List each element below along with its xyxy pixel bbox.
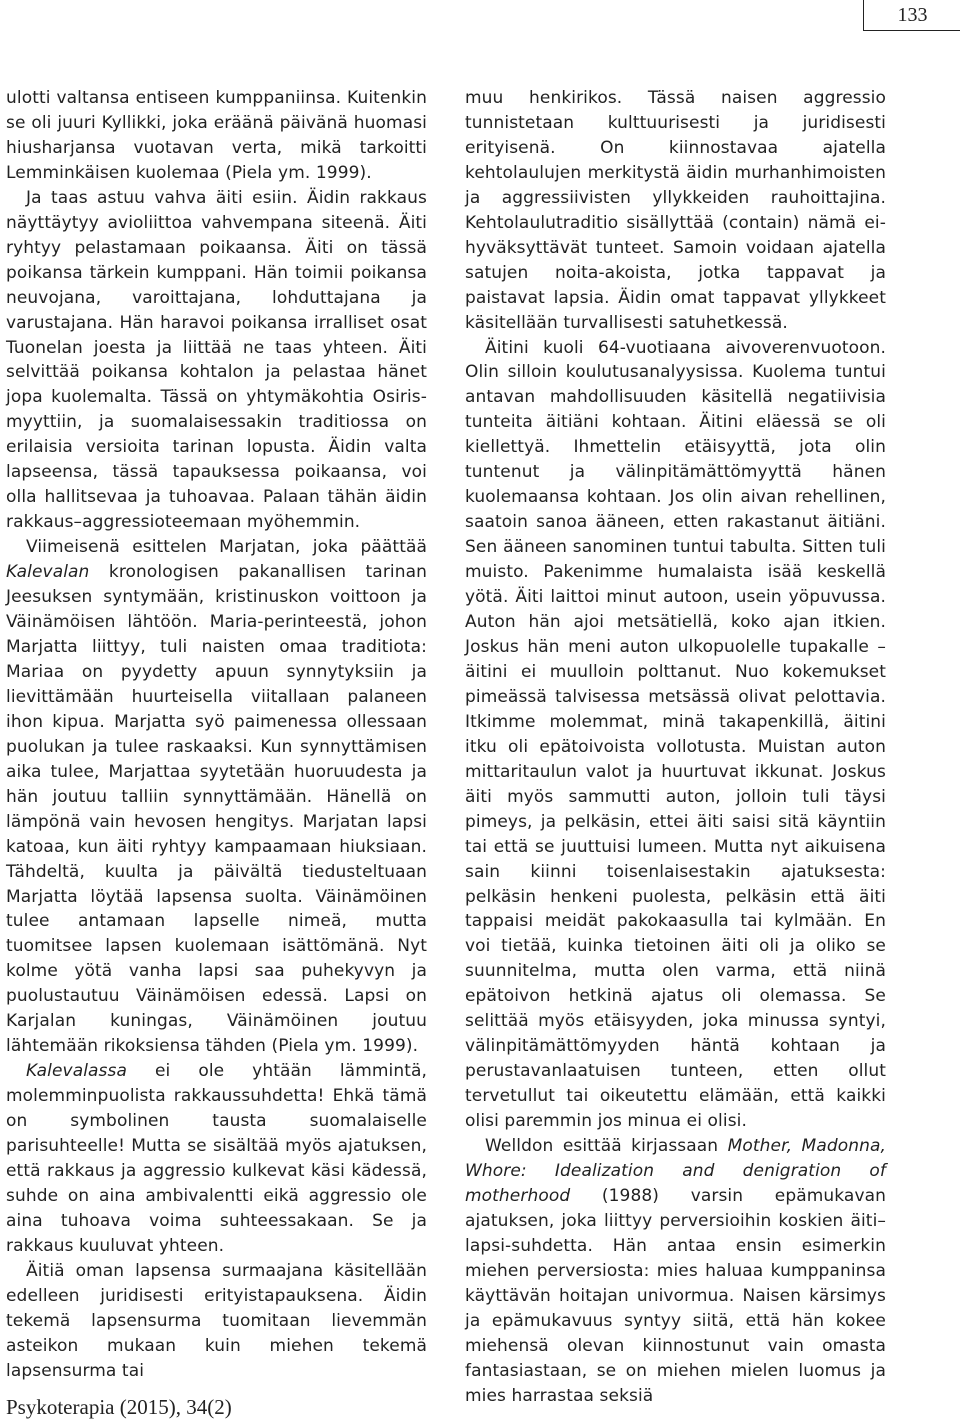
page-number: 133 [863,0,960,31]
paragraph [6,1059,427,1259]
paragraph: Äitini kuoli 64-vuotiaana aivoverenvuotoon. Olin silloin koulutusanalyysissa. Kuolema tuntui antavan mahdollisuuden käsitellä negatiivisia tunteita äitiäni kohtaan. Äitini eläessä se oli kiellettyä. Ihmettelin etäisyyttä, jota olin tuntenut ja välinpitämättömyyttä hänen kuolemaansa kohtaan. Jos olin aivan rehellinen, saatoin sanoa ääneen, etten rakastanut äitiäni. Sen ääneen sanominen tuntui tabulta. Sitten tuli muisto. Pakenimme humalaista isää keskellä yötä. Äiti laittoi minut autoon, usein yöpuvussa. Auton hän ajoi metsätiellä, koko ajan itkien. Joskus hän meni auton ulkopuolelle tupakalle – äitini ei muulloin polttanut. Nuo kokemukset pimeässä talvisessa metsässä olivat pelottavia. Itkimme molemmat, minä takapenkillä, äitini itku oli epätoivoista vollotusta. Muistan auton mittaritaulun valot ja huurtuvat ikkunat. Joskus äiti myös sammutti auton, jolloin tuli täysi pimeys, ja pelkäsin, ettei äiti saisi sitä käyntiin tai että se juuttuisi lumeen. Mutta nyt aikuisena sain kiinni toisenlaisestakin ajatuksesta: pelkäsin henkeni puolesta, pelkäsin että äiti tappaisi meidät pakokaasulla tai kylmään. En voi tietää, kuinka tietoinen äiti oli ja oliko se suunnitelma, mutta olen varma, että niinä epätoivon hetkinä ajatus oli olemassa. Se selittää myös etäisyyden, joka minussa syntyi, välinpitämättömyyden häntä kohtaan ja perustavanlaatuisen tunteen, etten ollut tervetullut tai oikeutettu elämään, että kaikki olisi paremmin jos minua ei olisi. [465,337,886,1132]
journal-footer: Psykoterapia (2015), 34(2) [6,1395,232,1419]
text-span: Welldon esittää kirjassaan [485,1136,728,1157]
paragraph: muu henkirikos. Tässä naisen aggressio tunnistetaan kulttuurisesti ja juridisesti erityisenä. On kiinnostavaa ajatella kehtolaulujen merkitystä äidin murhanhimoisten ja aggressiivisten yllykkeiden rauhoittajina. Kehtolaulutraditio sisällyttää (contain) nämä ei-hyväksyttävät tunteet. Samoin voidaan ajatella satujen noita-akoista, jotka tappavat ja paistavat lapsia. Äidin omat tappavat yllykkeet käsitellään turvallisesti satuhetkessä. [465,88,886,333]
text-span: kronologisen pakanallisen tarinan Jeesuksen syntymään, kristinuskon voittoon ja Väinämöisen lähtöön. Maria-perinteestä, johon Marjatta liittyy, tuli naisten omaa traditiota: Mariaa on pyydetty apuun synnytyksiin ja lievittämään huurteisella viitallaan palaneen ihon kipua. Marjatta syö paimenessa ollessaan puolukan ja tulee raskaaksi. Kun synnyttämisen aika tulee, Marjattaa syytetään huoruudesta ja hän joutuu talliin synnyttämään. Hänellä on lämpönä vain hevosen hengitys. Marjatan lapsi katoaa, kun äiti ryhtyy kampaamaan hiuksiaan. Tähdeltä, kuulta ja päivältä tiedusteltuaan Marjatta löytää lapsensa suolta. Väinämöinen tulee antamaan lapselle nimeä, mutta tuomitsee lapsen kuolemaan isättömänä. Nyt kolme yötä vanha lapsi saa puhekyvyn ja puolustautuu Väinämöisen edessä. Lapsi on Karjalan kuningas, Väinämöinen joutuu lähtemään rikoksiensa tähden (Piela ym. 1999). [6,562,427,1057]
paragraph [465,1134,886,1408]
book-title: Kalevalan [6,562,90,583]
paragraph: Äitiä oman lapsensa surmaajana käsitellään edelleen juridisesti erityistapauksena. Äidin tekemä lapsensurma tuomitaan lievemmän asteikon mukaan kuin miehen tekemä lapsensurma tai [6,1260,427,1381]
paragraph: ulotti valtansa entiseen kumppaniinsa. Kuitenkin se oli juuri Kyllikki, joka eräänä päivänä huomasi hiusharjansa vuotavan verta, mikä tarkoitti Lemminkäisen kuolemaa (Piela ym. 1999). [6,88,427,183]
book-title: Mother, Madonna, Whore: Idealization and denigration of motherhood [465,1136,887,1206]
text-span: Viimeisenä esittelen Marjatan, joka päättää [26,537,427,558]
left-column [6,86,427,1384]
text-span: ei ole yhtään lämmintä, molemminpuolista rakkaussuhdetta! Ehkä tämä on symbolinen tausta suomalaiselle parisuhteelle! Mutta se sisältää myös ajatuksen, että rakkaus ja aggressio kulkevat käsi kädessä, suhde on aina ambivalentti eikä aggressio ole aina tuhoava voima suhteessakaan. Se ja rakkaus kuuluvat yhteen. [6,1061,427,1256]
paragraph: Ja taas astuu vahva äiti esiin. Äidin rakkaus näyttäytyy avioliittoa vahvempana siteenä. Äiti ryhtyy pelastamaan poikaansa. Äiti on tässä poikansa tärkein kumppani. Hän toimii poikansa neuvojana, varoittajana, lohduttajana ja varustajana. Hän haravoi poikansa irralliset osat Tuonelan joesta ja liittää ne taas yhteen. Äiti selvittää poikansa kohtalon ja pelastaa hänet jopa kuolemalta. Tässä on yhtymäkohtia Osiris-myyttiin, ja suomalaisessakin traditiossa on erilaisia versioita tarinan lopusta. Äidin valta lapseensa, tässä tapauksessa poikaansa, voi olla hallitsevaa ja tuhoavaa. Palaan tähän äidin rakkaus–aggressioteemaan myöhemmin. [6,187,427,533]
book-title: Kalevalassa [26,1061,127,1082]
text-span: (1988) varsin epämukavan ajatuksen, joka liittyy perversioihin koskien äiti–lapsi-suhdetta. Hän antaa ensin esimerkin miehen perversiosta: mies haluaa kumppaninsa käyttävän hoitajan univormua. Naisen kärsimys ja epämukavuus syntyy siitä, että hän kokee miehensä olevan kiinnostunut vain omasta fantasiastaan, se on miehen mielen luomus ja mies harrastaa seksiä [465,1185,886,1406]
paragraph [6,535,427,1059]
right-column [465,86,886,1409]
